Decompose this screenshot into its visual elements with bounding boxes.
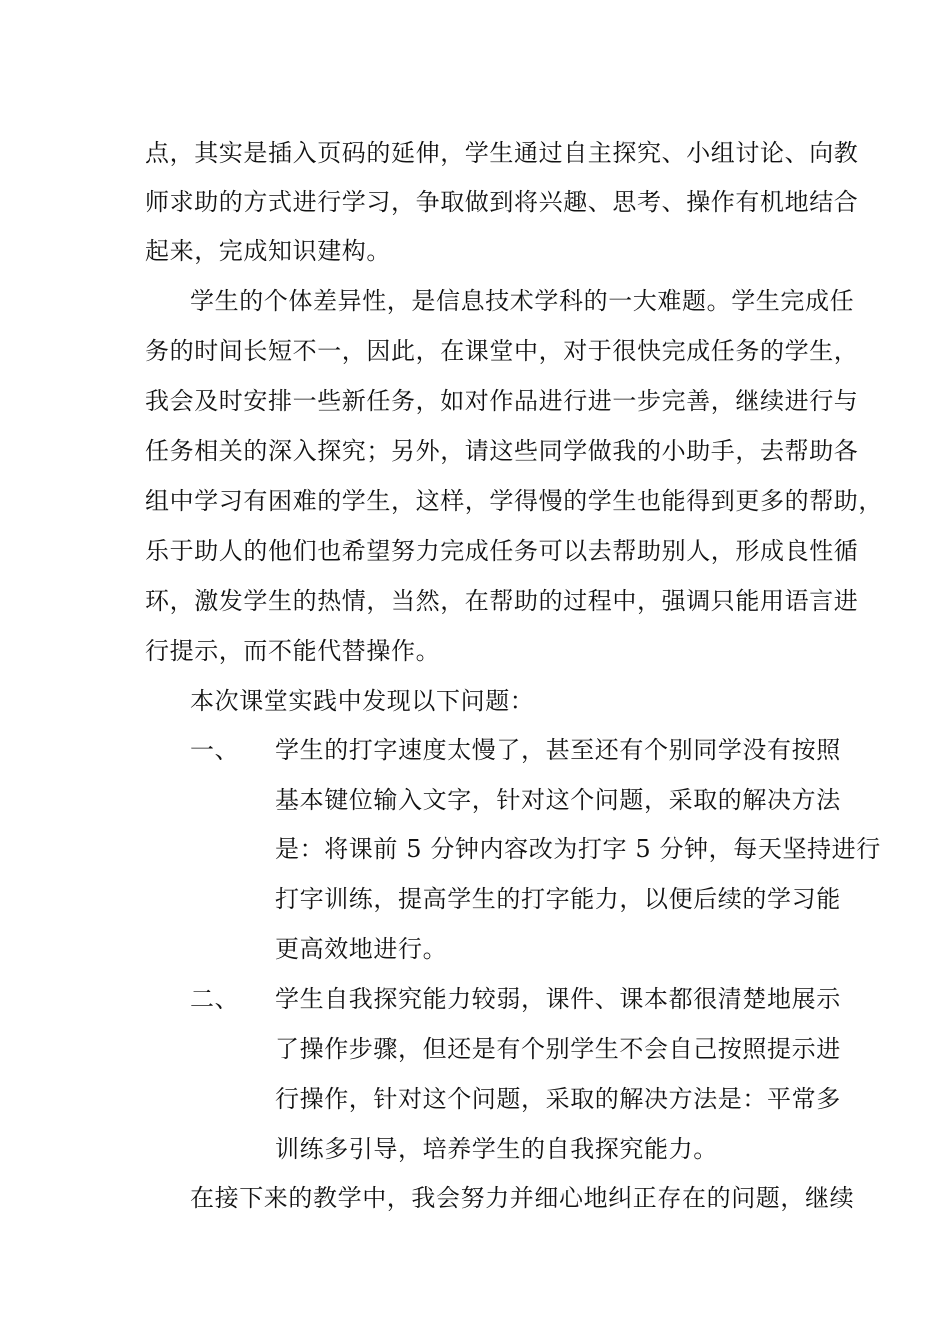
list-marker: 一、 xyxy=(190,736,240,764)
text-line: 更高效地进行。 xyxy=(275,935,448,963)
text-line: 了操作步骤，但还是有个别学生不会自己按照提示进 xyxy=(275,1035,841,1063)
text-line: 起来，完成知识建构。 xyxy=(145,237,391,265)
text-line: 基本键位输入文字，针对这个问题，采取的解决方法 xyxy=(275,786,841,814)
text-line: 乐于助人的他们也希望努力完成任务可以去帮助别人，形成良性循 xyxy=(145,537,859,565)
text-line: 在接下来的教学中，我会努力并细心地纠正存在的问题，继续 xyxy=(190,1184,855,1212)
text-line: 环，激发学生的热情，当然，在帮助的过程中，强调只能用语言进 xyxy=(145,587,859,615)
text-line: 学生自我探究能力较弱，课件、课本都很清楚地展示 xyxy=(275,985,841,1013)
text-line: 学生的打字速度太慢了，甚至还有个别同学没有按照 xyxy=(275,736,841,764)
text-line: 行提示，而不能代替操作。 xyxy=(145,637,441,665)
text-line: 组中学习有困难的学生，这样，学得慢的学生也能得到更多的帮助， xyxy=(145,487,883,515)
text-line: 训练多引导，培养学生的自我探究能力。 xyxy=(275,1135,718,1163)
text-line: 行操作，针对这个问题，采取的解决方法是：平常多 xyxy=(275,1085,841,1113)
text-line: 师求助的方式进行学习，争取做到将兴趣、思考、操作有机地结合 xyxy=(145,188,859,216)
text-line: 点，其实是插入页码的延伸，学生通过自主探究、小组讨论、向教 xyxy=(145,139,859,167)
text-line: 学生的个体差异性，是信息技术学科的一大难题。学生完成任 xyxy=(190,287,855,315)
text-line: 我会及时安排一些新任务，如对作品进行进一步完善，继续进行与 xyxy=(145,387,859,415)
text-line: 本次课堂实践中发现以下问题： xyxy=(190,687,535,715)
text-line: 是：将课前 5 分钟内容改为打字 5 分钟，每天坚持进行 xyxy=(275,835,881,863)
text-line: 务的时间长短不一，因此，在课堂中，对于很快完成任务的学生， xyxy=(145,337,859,365)
text-line: 打字训练，提高学生的打字能力，以便后续的学习能 xyxy=(275,885,841,913)
text-line: 任务相关的深入探究；另外，请这些同学做我的小助手，去帮助各 xyxy=(145,437,859,465)
list-marker: 二、 xyxy=(190,985,240,1013)
